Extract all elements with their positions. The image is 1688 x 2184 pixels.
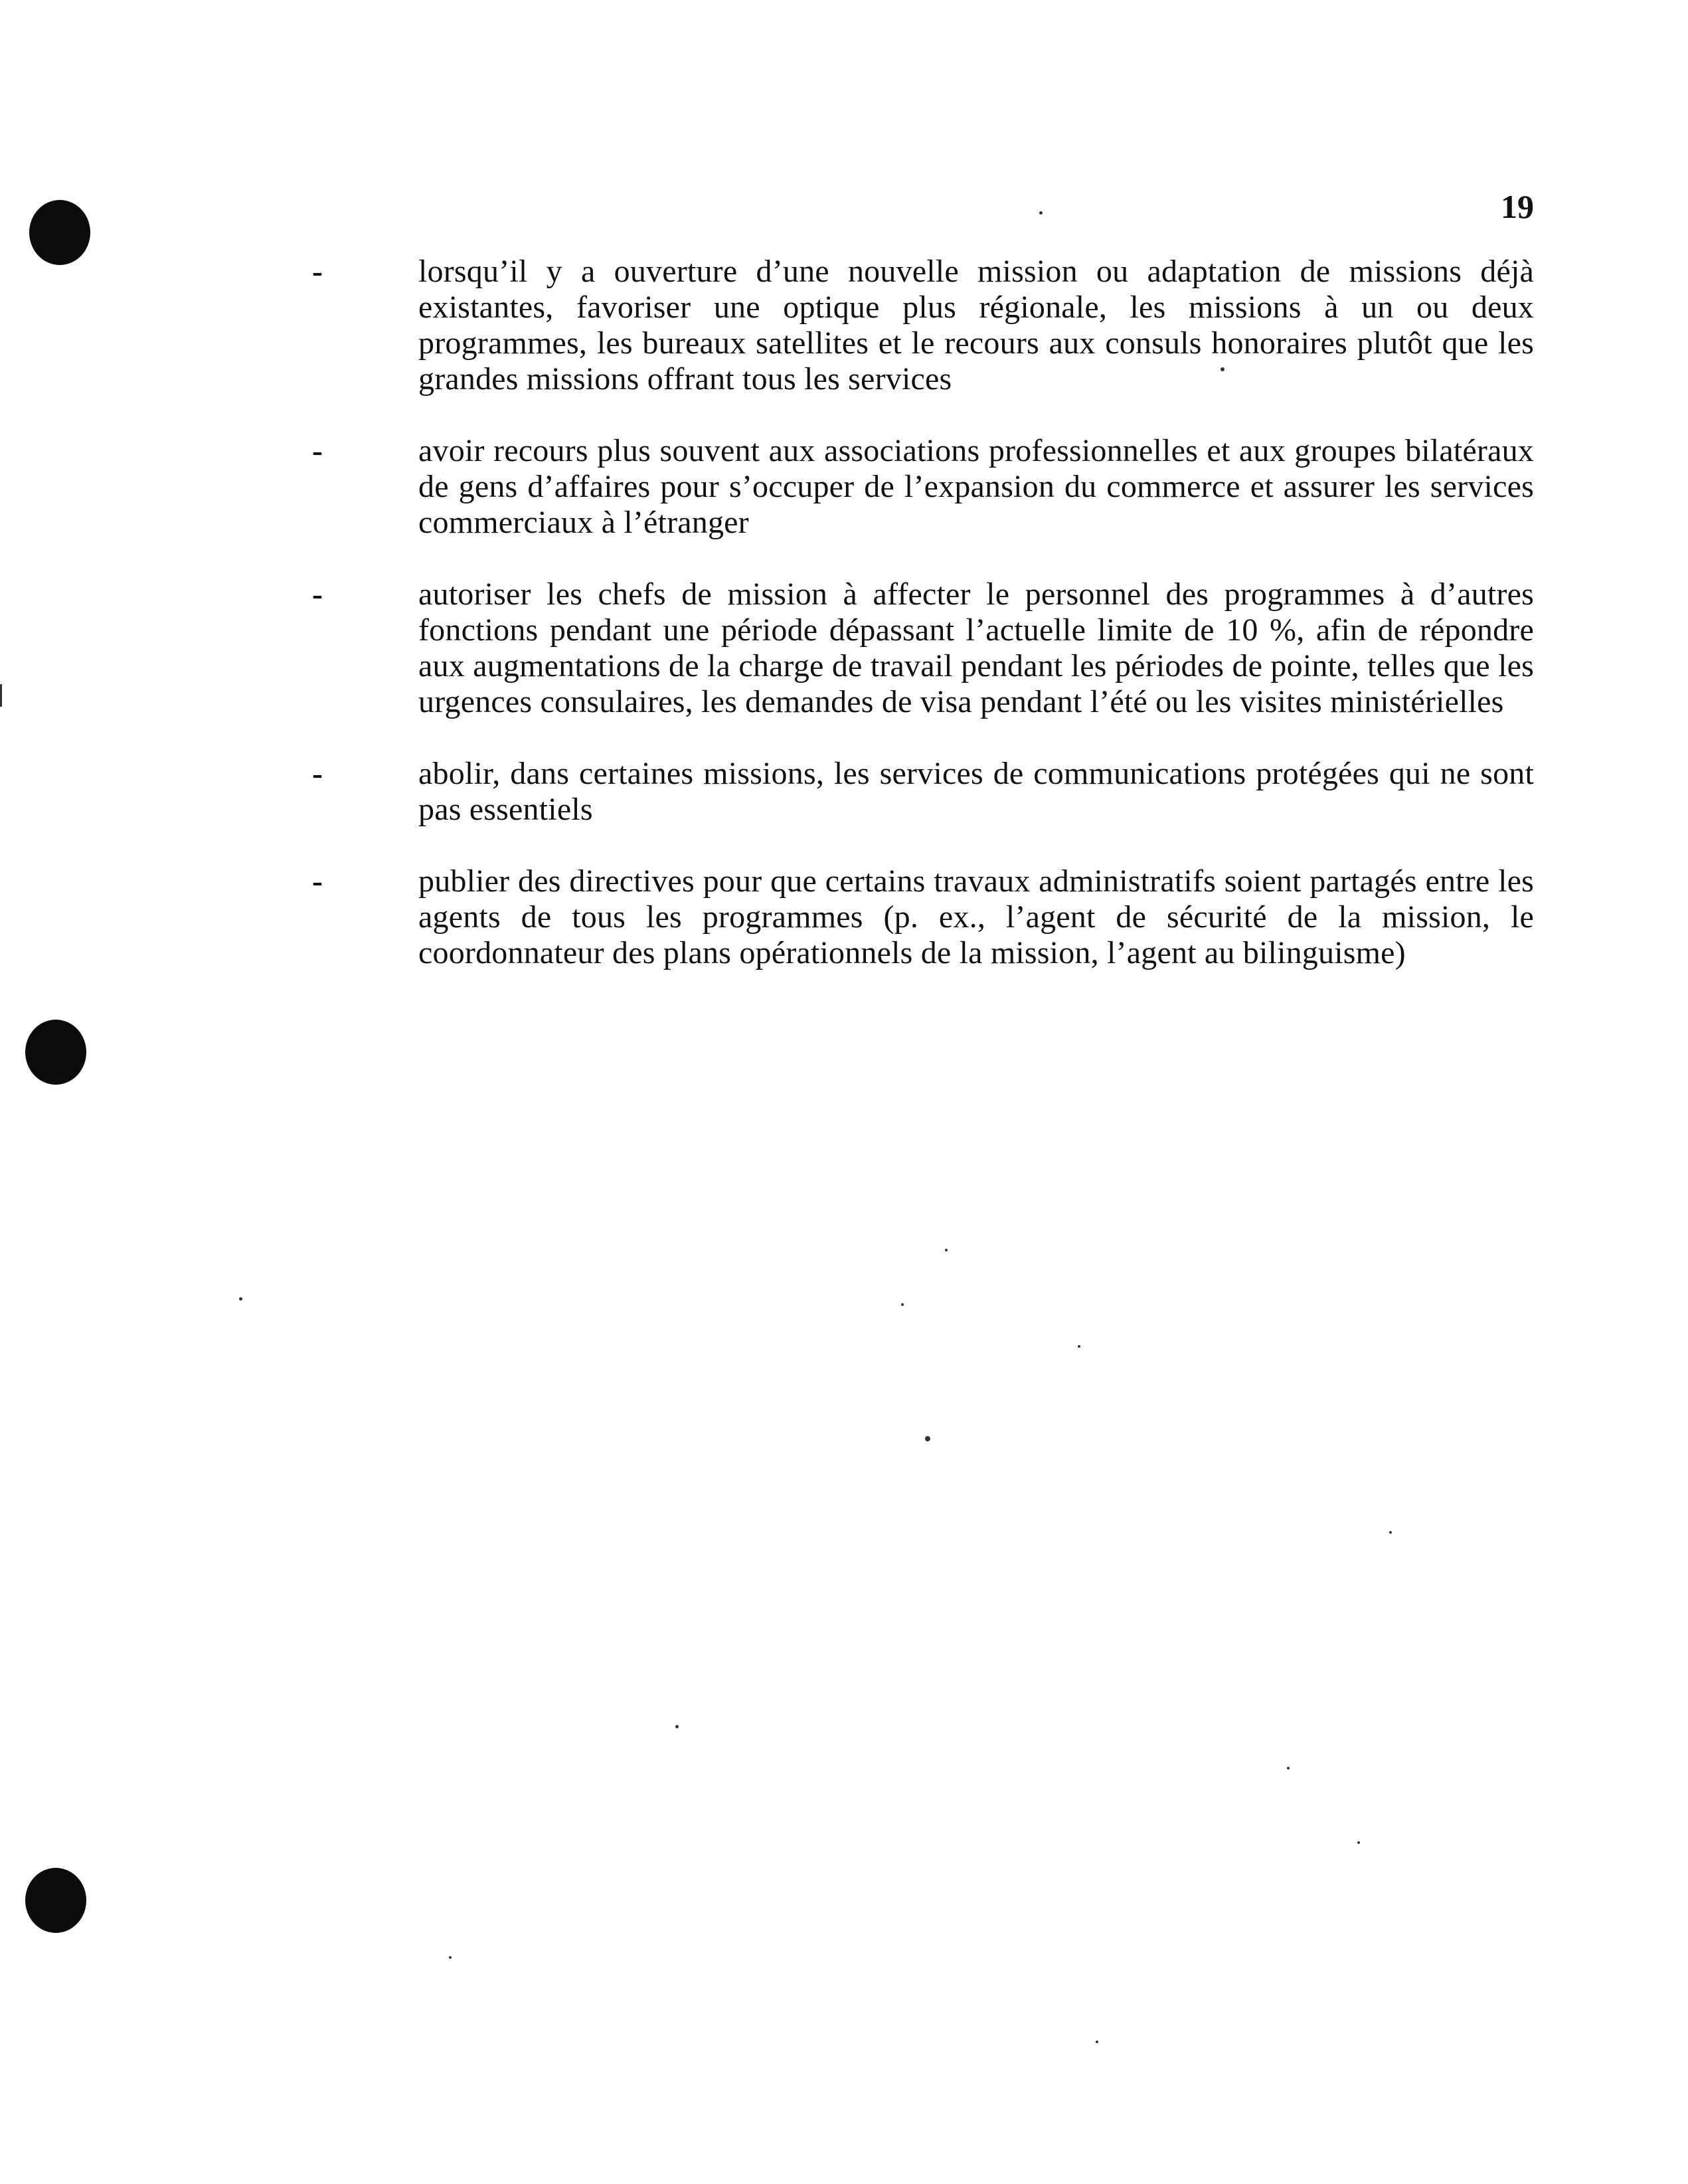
punch-hole-middle (25, 1020, 86, 1085)
bullet-dash: - (312, 756, 323, 791)
list-item-text: lorsqu’il y a ouverture d’une nouvelle mission ou adaptation de missions déjà existantes, favoriser une optique plus régionale, les missions à un ou deux programmes, les bureaux satellites et le recours aux consuls honoraires plutôt que les grandes missions offrant tous les services (418, 254, 1534, 397)
list-item (312, 864, 1534, 971)
scan-speck (901, 1303, 904, 1306)
list-item (312, 577, 1534, 720)
list-item (312, 254, 1534, 397)
scan-speck (449, 1956, 452, 1959)
scan-speck (1096, 2041, 1098, 2043)
scan-speck (239, 1297, 242, 1301)
list-item-text: publier des directives pour que certains travaux administratifs soient partagés entre les agents de tous les programmes (p. ex., l’agent de sécurité de la mission, le coordonnateur des plans opérationnels de la mission, l’agent au bilinguisme) (418, 864, 1534, 970)
bullet-dash: - (312, 864, 323, 899)
scan-speck (1389, 1531, 1392, 1534)
bullet-list (312, 254, 1534, 1007)
bullet-dash: - (312, 254, 323, 289)
scan-speck (1221, 367, 1224, 371)
list-item-text: avoir recours plus souvent aux associations professionnelles et aux groupes bilatéraux de gens d’affaires pour s’occuper de l’expansion du commerce et assurer les services commerciaux à l’étranger (418, 433, 1534, 540)
scan-speck (1357, 1841, 1360, 1844)
scan-speck (1039, 211, 1043, 215)
scan-speck (925, 1436, 930, 1441)
scan-speck (945, 1249, 948, 1251)
page-number: 19 (1501, 188, 1534, 225)
punch-hole-bottom (25, 1868, 86, 1933)
scan-edge-mark (0, 684, 2, 707)
list-item (312, 433, 1534, 541)
list-item (312, 756, 1534, 828)
scan-speck (675, 1725, 679, 1728)
bullet-dash: - (312, 433, 323, 468)
list-item-text: abolir, dans certaines missions, les services de communications protégées qui ne sont pas essentiels (418, 756, 1534, 827)
scan-speck (1078, 1345, 1080, 1348)
list-item-text: autoriser les chefs de mission à affecter le personnel des programmes à d’autres fonctions pendant une période dépassant l’actuelle limite de 10 %, afin de répondre aux augmentations de la charge de travail pendant les périodes de pointe, telles que les urgences consulaires, les demandes de visa pendant l’été ou les visites ministérielles (418, 577, 1534, 719)
punch-hole-top (29, 200, 90, 265)
bullet-dash: - (312, 577, 323, 612)
scan-speck (1287, 1767, 1290, 1770)
